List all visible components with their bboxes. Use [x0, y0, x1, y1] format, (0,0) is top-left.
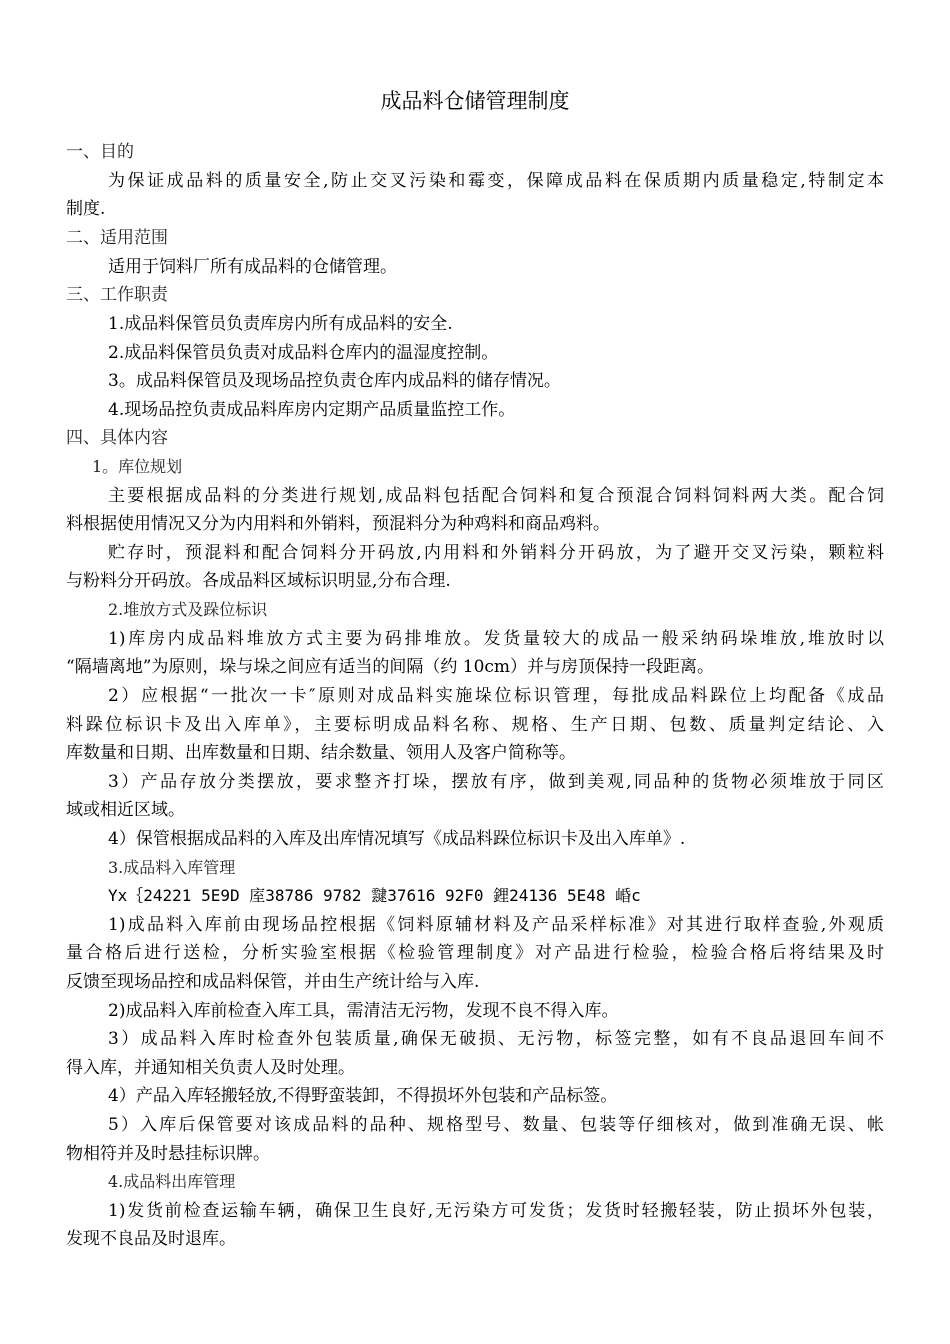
paragraph-line: 域或相近区域。: [66, 800, 185, 820]
paragraph-line: 1)发货前检查运输车辆，确保卫生良好,无污染方可发货；发货时轻搬轻装，防止损坏外包装，: [108, 1201, 884, 1221]
paragraph-line: “隔墙离地”为原则，垛与垛之间应有适当的间隔（约 10cm）并与房顶保持一段距离。: [66, 657, 715, 677]
document-title: 成品料仓储管理制度: [380, 89, 570, 113]
paragraph-line: 2）应根据“一批次一卡″原则对成品料实施垛位标识管理，每批成品料跺位上均配备《成品: [108, 686, 884, 706]
list-item: 4.现场品控负责成品料库房内定期产品质量监控工作。: [108, 400, 516, 420]
paragraph-line: 2)成品料入库前检查入库工具，需清洁无污物，发现不良不得入库。: [108, 1001, 619, 1021]
paragraph-line: 1)库房内成品料堆放方式主要为码排堆放。发货量较大的成品一般采纳码垛堆放,堆放时以: [108, 629, 884, 649]
paragraph-line: 5）入库后保管要对该成品料的品种、规格型号、数量、包装等仔细核对，做到准确无误、帐: [108, 1115, 884, 1135]
garbled-text-line: Yx｛24221 5E9D 庢38786 9782 靆37616 92F0 鋰24136 5E48 崏c: [108, 886, 641, 905]
section-heading-scope: 二、适用范围: [66, 228, 168, 248]
paragraph-line: 主要根据成品料的分类进行规划,成品料包括配合饲料和复合预混合饲料饲料两大类。配合饲: [108, 486, 884, 506]
subsection-heading: 3.成品料入库管理: [108, 858, 236, 877]
paragraph-line: 1)成品料入库前由现场品控根据《饲料原辅材料及产品采样标准》对其进行取样查验,外观质: [108, 915, 884, 935]
paragraph-line: 与粉料分开码放。各成品料区域标识明显,分布合理.: [66, 571, 451, 591]
list-item: 1.成品料保管员负责库房内所有成品料的安全.: [108, 314, 453, 334]
paragraph-line: 为保证成品料的质量安全,防止交叉污染和霉变，保障成品料在保质期内质量稳定,特制定本: [108, 171, 884, 191]
paragraph-line: 库数量和日期、出库数量和日期、结余数量、领用人及客户简称等。: [66, 743, 576, 763]
section-heading-duties: 三、工作职责: [66, 285, 168, 305]
paragraph-line: 4）保管根据成品料的入库及出库情况填写《成品料跺位标识卡及出入库单》.: [108, 829, 686, 849]
paragraph-line: 适用于饲料厂所有成品料的仓储管理。: [108, 257, 397, 277]
paragraph-line: 量合格后进行送检，分析实验室根据《检验管理制度》对产品进行检验，检验合格后将结果及时: [66, 943, 884, 963]
paragraph-line: 得入库，并通知相关负责人及时处理。: [66, 1058, 355, 1078]
paragraph-line: 制度.: [66, 199, 106, 219]
paragraph-line: 料跺位标识卡及出入库单》，主要标明成品料名称、规格、生产日期、包数、质量判定结论、入: [66, 715, 884, 735]
paragraph-line: 4）产品入库轻搬轻放,不得野蛮装卸，不得损坏外包装和产品标签。: [108, 1086, 618, 1106]
paragraph-line: 3）产品存放分类摆放，要求整齐打垛，摆放有序，做到美观,同品种的货物必须堆放于同区: [108, 772, 884, 792]
paragraph-line: 贮存时，预混料和配合饲料分开码放,内用料和外销料分开码放，为了避开交叉污染，颗粒料: [108, 543, 884, 563]
paragraph-line: 3）成品料入库时检查外包装质量,确保无破损、无污物，标签完整，如有不良品退回车间不: [108, 1029, 884, 1049]
subsection-heading: 2.堆放方式及跺位标识: [108, 600, 268, 619]
section-heading-content: 四、具体内容: [66, 428, 168, 448]
subsection-heading: 4.成品料出库管理: [108, 1172, 236, 1191]
paragraph-line: 发现不良品及时退库。: [66, 1229, 236, 1249]
list-item: 2.成品料保管员负责对成品料仓库内的温湿度控制。: [108, 343, 499, 363]
paragraph-line: 物相符并及时悬挂标识牌。: [66, 1144, 270, 1164]
section-heading-purpose: 一、目的: [66, 142, 134, 162]
list-item: 3。成品料保管员及现场品控负责仓库内成品料的储存情况。: [108, 371, 561, 391]
subsection-heading: 1。库位规划: [92, 457, 183, 476]
paragraph-line: 反馈至现场品控和成品料保管，并由生产统计给与入库.: [66, 972, 480, 992]
paragraph-line: 料根据使用情况又分为内用料和外销料，预混料分为种鸡料和商品鸡料。: [66, 514, 610, 534]
